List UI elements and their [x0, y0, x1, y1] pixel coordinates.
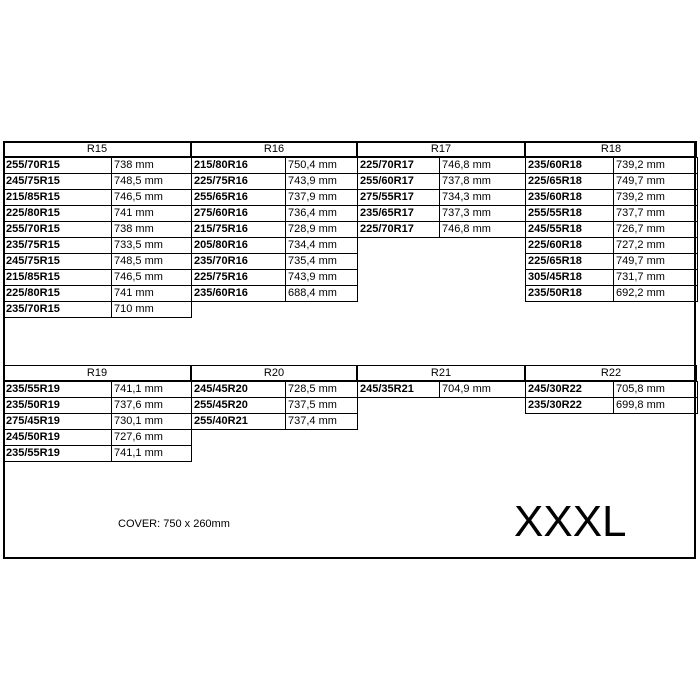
table-row [192, 206, 358, 222]
tire-size: 245/55R18 [526, 222, 614, 238]
tire-diameter: 746,5 mm [112, 270, 192, 286]
tire-size: 235/55R19 [4, 382, 112, 398]
size-table [357, 157, 526, 238]
rim-header: R15 [3, 141, 191, 157]
tire-size: 245/75R15 [4, 254, 112, 270]
rim-header: R18 [525, 141, 697, 157]
tire-diameter: 746,8 mm [440, 158, 526, 174]
table-row [192, 238, 358, 254]
table-row [526, 286, 698, 302]
tire-diameter: 739,2 mm [614, 190, 698, 206]
tire-diameter: 748,5 mm [112, 254, 192, 270]
table-row [192, 398, 358, 414]
table-row [358, 222, 526, 238]
table-row [192, 286, 358, 302]
tire-diameter: 746,5 mm [112, 190, 192, 206]
tire-size: 225/60R18 [526, 238, 614, 254]
tire-size: 245/75R15 [4, 174, 112, 190]
table-row [526, 158, 698, 174]
table-row [4, 286, 192, 302]
table-row [526, 206, 698, 222]
table-row [192, 382, 358, 398]
rim-header: R19 [3, 365, 191, 381]
tire-size: 245/35R21 [358, 382, 440, 398]
tire-size: 255/55R18 [526, 206, 614, 222]
tire-size: 225/75R16 [192, 174, 286, 190]
tire-size: 235/30R22 [526, 398, 614, 414]
size-table [3, 381, 192, 462]
tire-diameter: 741 mm [112, 206, 192, 222]
tire-size: 235/50R18 [526, 286, 614, 302]
tire-size: 235/50R19 [4, 398, 112, 414]
tire-diameter: 710 mm [112, 302, 192, 318]
tire-diameter: 749,7 mm [614, 174, 698, 190]
size-badge: XXXL [514, 497, 627, 546]
table-row [526, 398, 698, 414]
tire-diameter: 746,8 mm [440, 222, 526, 238]
tire-size: 305/45R18 [526, 270, 614, 286]
table-row [4, 158, 192, 174]
tire-diameter: 734,3 mm [440, 190, 526, 206]
tire-diameter: 737,4 mm [286, 414, 358, 430]
tire-size: 275/60R16 [192, 206, 286, 222]
table-row [526, 222, 698, 238]
tire-size: 235/60R18 [526, 190, 614, 206]
tire-size: 275/55R17 [358, 190, 440, 206]
tire-diameter: 704,9 mm [440, 382, 526, 398]
rim-group-r18 [525, 141, 698, 302]
table-row [526, 382, 698, 398]
rim-group-r20 [191, 365, 358, 430]
tire-size: 225/80R15 [4, 206, 112, 222]
tire-diameter: 736,4 mm [286, 206, 358, 222]
table-row [358, 158, 526, 174]
table-row [4, 398, 192, 414]
tire-size: 245/45R20 [192, 382, 286, 398]
tire-diameter: 737,6 mm [112, 398, 192, 414]
table-row [192, 414, 358, 430]
table-row [358, 206, 526, 222]
tire-diameter: 735,4 mm [286, 254, 358, 270]
tire-size: 255/70R15 [4, 158, 112, 174]
tire-diameter: 737,7 mm [614, 206, 698, 222]
tire-size: 235/70R15 [4, 302, 112, 318]
size-table [191, 157, 358, 302]
tire-diameter: 692,2 mm [614, 286, 698, 302]
tire-size: 255/65R16 [192, 190, 286, 206]
table-row [526, 238, 698, 254]
tire-diameter: 737,3 mm [440, 206, 526, 222]
tire-diameter: 737,5 mm [286, 398, 358, 414]
rim-header: R20 [191, 365, 357, 381]
table-row [358, 174, 526, 190]
tire-diameter: 743,9 mm [286, 270, 358, 286]
tire-diameter: 705,8 mm [614, 382, 698, 398]
tire-size: 225/70R17 [358, 158, 440, 174]
tire-size: 215/85R15 [4, 270, 112, 286]
tire-size: 225/75R16 [192, 270, 286, 286]
tire-size: 225/65R18 [526, 174, 614, 190]
table-row [4, 238, 192, 254]
tire-size: 255/70R15 [4, 222, 112, 238]
tire-size: 225/70R17 [358, 222, 440, 238]
table-row [4, 254, 192, 270]
table-row [4, 222, 192, 238]
tire-diameter: 730,1 mm [112, 414, 192, 430]
tire-diameter: 727,6 mm [112, 430, 192, 446]
tire-size: 225/80R15 [4, 286, 112, 302]
tire-diameter: 733,5 mm [112, 238, 192, 254]
table-row [4, 382, 192, 398]
tire-diameter: 741,1 mm [112, 446, 192, 462]
tire-size: 235/55R19 [4, 446, 112, 462]
tire-size: 235/70R16 [192, 254, 286, 270]
tire-diameter: 750,4 mm [286, 158, 358, 174]
rim-header: R16 [191, 141, 357, 157]
table-row [526, 270, 698, 286]
tire-diameter: 734,4 mm [286, 238, 358, 254]
table-row [358, 190, 526, 206]
table-row [4, 302, 192, 318]
table-row [4, 414, 192, 430]
size-table [525, 381, 698, 414]
table-row [192, 158, 358, 174]
tire-diameter: 738 mm [112, 158, 192, 174]
rim-header: R21 [357, 365, 525, 381]
size-table [191, 381, 358, 430]
tire-diameter: 688,4 mm [286, 286, 358, 302]
table-row [526, 254, 698, 270]
table-row [4, 190, 192, 206]
tire-diameter: 726,7 mm [614, 222, 698, 238]
table-row [192, 254, 358, 270]
table-row [192, 222, 358, 238]
table-row [4, 270, 192, 286]
tire-diameter: 699,8 mm [614, 398, 698, 414]
tire-diameter: 737,8 mm [440, 174, 526, 190]
tire-size: 275/45R19 [4, 414, 112, 430]
tire-size: 255/45R20 [192, 398, 286, 414]
rim-group-r16 [191, 141, 358, 302]
rim-group-r15 [3, 141, 192, 318]
rim-header: R17 [357, 141, 525, 157]
table-row [192, 270, 358, 286]
tire-size: 235/75R15 [4, 238, 112, 254]
tire-size: 245/30R22 [526, 382, 614, 398]
tire-size: 255/60R17 [358, 174, 440, 190]
tire-size: 235/60R16 [192, 286, 286, 302]
tire-diameter: 739,2 mm [614, 158, 698, 174]
tire-size: 235/65R17 [358, 206, 440, 222]
tire-size: 255/40R21 [192, 414, 286, 430]
size-table [3, 157, 192, 318]
tire-size: 225/65R18 [526, 254, 614, 270]
tire-diameter: 727,2 mm [614, 238, 698, 254]
tire-size: 215/75R16 [192, 222, 286, 238]
table-row [192, 174, 358, 190]
rim-header: R22 [525, 365, 697, 381]
tire-diameter: 738 mm [112, 222, 192, 238]
tire-diameter: 748,5 mm [112, 174, 192, 190]
tire-diameter: 749,7 mm [614, 254, 698, 270]
rim-group-r17 [357, 141, 526, 238]
table-row [4, 174, 192, 190]
table-row [358, 382, 526, 398]
rim-group-r19 [3, 365, 192, 462]
cover-dimensions: COVER: 750 x 260mm [118, 518, 230, 530]
rim-group-r21 [357, 365, 526, 398]
size-table [525, 157, 698, 302]
tire-diameter: 737,9 mm [286, 190, 358, 206]
size-table [357, 381, 526, 398]
tire-size: 245/50R19 [4, 430, 112, 446]
tire-size: 215/80R16 [192, 158, 286, 174]
table-row [4, 446, 192, 462]
tire-diameter: 728,5 mm [286, 382, 358, 398]
tire-size: 235/60R18 [526, 158, 614, 174]
table-row [526, 190, 698, 206]
tire-size: 205/80R16 [192, 238, 286, 254]
tire-diameter: 731,7 mm [614, 270, 698, 286]
tire-diameter: 741 mm [112, 286, 192, 302]
tire-diameter: 728,9 mm [286, 222, 358, 238]
tire-size: 215/85R15 [4, 190, 112, 206]
table-row [4, 206, 192, 222]
table-row [4, 430, 192, 446]
tire-diameter: 743,9 mm [286, 174, 358, 190]
tire-diameter: 741,1 mm [112, 382, 192, 398]
rim-group-r22 [525, 365, 698, 414]
table-row [192, 190, 358, 206]
table-row [526, 174, 698, 190]
